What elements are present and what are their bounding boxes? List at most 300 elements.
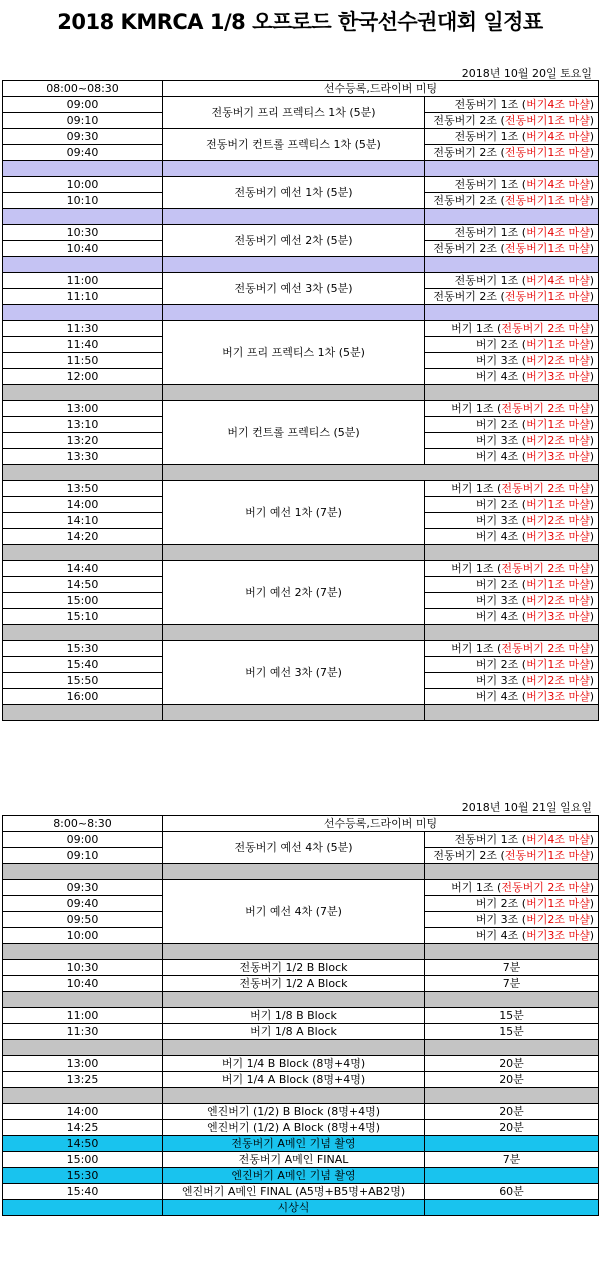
group-label: 버기 2조	[475, 418, 519, 431]
duration-cell: 7분	[425, 976, 599, 992]
time-cell: 11:00	[3, 273, 163, 289]
time-cell: 16:00	[3, 689, 163, 705]
marshal-label: 버기3조 마샬	[526, 530, 590, 543]
separator-cell	[425, 705, 599, 721]
separator-row	[3, 465, 599, 481]
separator-cell	[3, 625, 163, 641]
paren-open: (	[518, 226, 527, 239]
group-label: 전동버기 1조	[454, 98, 519, 111]
group-cell	[425, 641, 599, 657]
group-cell	[425, 481, 599, 497]
final-row	[3, 1008, 599, 1024]
group-cell	[425, 273, 599, 289]
heat-row	[3, 401, 599, 417]
time-cell: 09:40	[3, 896, 163, 912]
separator-cell	[3, 305, 163, 321]
final-row	[3, 1120, 599, 1136]
duration-cell: 20분	[425, 1056, 599, 1072]
marshal-label: 버기3조 마샬	[526, 690, 590, 703]
paren-close: )	[589, 833, 595, 846]
time-cell: 14:20	[3, 529, 163, 545]
paren-open: (	[518, 370, 527, 383]
group-cell	[425, 593, 599, 609]
marshal-label: 버기3조 마샬	[526, 610, 590, 623]
marshal-label: 버기3조 마샬	[526, 370, 590, 383]
time-cell: 8:00~8:30	[3, 816, 163, 832]
group-label: 버기 4조	[475, 370, 519, 383]
time-cell: 11:40	[3, 337, 163, 353]
marshal-label: 버기4조 마샬	[526, 178, 590, 191]
group-label: 버기 4조	[475, 690, 519, 703]
time-cell: 15:00	[3, 1152, 163, 1168]
separator-cell	[3, 1040, 163, 1056]
marshal-label: 전동버기1조 마샬	[504, 242, 590, 255]
paren-open: (	[493, 881, 502, 894]
paren-close: )	[589, 881, 595, 894]
paren-open: (	[518, 929, 527, 942]
paren-open: (	[518, 690, 527, 703]
paren-close: )	[589, 929, 595, 942]
final-row	[3, 1136, 599, 1152]
group-label: 전동버기 1조	[454, 274, 519, 287]
paren-close: )	[589, 434, 595, 447]
paren-open: (	[493, 642, 502, 655]
group-label: 버기 4조	[475, 929, 519, 942]
separator-row	[3, 545, 599, 561]
final-row	[3, 1024, 599, 1040]
event-cell: 엔진버기 A메인 기념 촬영	[163, 1168, 425, 1184]
paren-close: )	[589, 578, 595, 591]
paren-close: )	[589, 226, 595, 239]
paren-open: (	[518, 434, 527, 447]
event-cell: 전동버기 컨트롤 프렉티스 1차 (5분)	[163, 129, 425, 161]
time-cell: 09:40	[3, 145, 163, 161]
paren-close: )	[589, 338, 595, 351]
separator-cell	[3, 705, 163, 721]
day2-schedule-table	[2, 815, 599, 1216]
paren-open: (	[518, 498, 527, 511]
event-cell: 버기 프리 프렉티스 1차 (5분)	[163, 321, 425, 385]
paren-close: )	[589, 370, 595, 383]
paren-open: (	[518, 530, 527, 543]
paren-close: )	[589, 130, 595, 143]
group-label: 버기 1조	[451, 562, 494, 575]
group-cell	[425, 337, 599, 353]
time-cell: 15:40	[3, 657, 163, 673]
separator-cell	[163, 305, 425, 321]
group-cell	[425, 145, 599, 161]
paren-open: (	[518, 594, 527, 607]
paren-close: )	[589, 562, 595, 575]
event-cell: 시상식	[163, 1200, 425, 1216]
paren-close: )	[589, 482, 595, 495]
duration-cell: 60분	[425, 1184, 599, 1200]
time-cell: 10:00	[3, 177, 163, 193]
marshal-label: 버기2조 마샬	[526, 674, 590, 687]
heat-row	[3, 561, 599, 577]
group-cell	[425, 113, 599, 129]
separator-cell	[3, 257, 163, 273]
group-label: 버기 1조	[451, 642, 494, 655]
separator-cell	[425, 161, 599, 177]
group-cell	[425, 433, 599, 449]
marshal-label: 버기1조 마샬	[526, 418, 590, 431]
time-cell: 09:30	[3, 880, 163, 896]
event-cell: 버기 1/8 A Block	[163, 1024, 425, 1040]
paren-close: )	[589, 674, 595, 687]
marshal-label: 전동버기 2조 마샬	[501, 482, 590, 495]
group-label: 전동버기 1조	[454, 130, 519, 143]
event-cell: 선수등록,드라이버 미팅	[163, 816, 599, 832]
time-cell: 10:40	[3, 241, 163, 257]
paren-close: )	[589, 418, 595, 431]
marshal-label: 버기2조 마샬	[526, 434, 590, 447]
separator-cell	[425, 625, 599, 641]
heat-row	[3, 273, 599, 289]
group-cell	[425, 97, 599, 113]
separator-row	[3, 1040, 599, 1056]
marshal-label: 버기4조 마샬	[526, 98, 590, 111]
time-cell: 11:00	[3, 1008, 163, 1024]
event-cell: 버기 1/8 B Block	[163, 1008, 425, 1024]
paren-open: (	[493, 482, 502, 495]
group-label: 전동버기 2조	[433, 290, 498, 303]
time-cell: 15:10	[3, 609, 163, 625]
marshal-label: 전동버기1조 마샬	[504, 146, 590, 159]
marshal-label: 전동버기1조 마샬	[504, 849, 590, 862]
event-cell: 버기 1/4 A Block (8명+4명)	[163, 1072, 425, 1088]
marshal-label: 전동버기1조 마샬	[504, 194, 590, 207]
paren-close: )	[589, 290, 595, 303]
paren-open: (	[518, 514, 527, 527]
group-label: 버기 1조	[451, 402, 494, 415]
event-cell: 선수등록,드라이버 미팅	[163, 81, 599, 97]
time-cell: 09:00	[3, 832, 163, 848]
group-label: 버기 4조	[475, 530, 519, 543]
group-label: 버기 2조	[475, 658, 519, 671]
group-label: 버기 4조	[475, 610, 519, 623]
paren-close: )	[589, 498, 595, 511]
time-cell: 11:50	[3, 353, 163, 369]
marshal-label: 버기4조 마샬	[526, 226, 590, 239]
separator-cell	[163, 992, 425, 1008]
time-cell: 15:00	[3, 593, 163, 609]
marshal-label: 전동버기 2조 마샬	[501, 322, 590, 335]
day1-schedule-table	[2, 80, 599, 721]
group-cell	[425, 896, 599, 912]
time-cell: 15:40	[3, 1184, 163, 1200]
time-cell: 10:00	[3, 928, 163, 944]
time-cell: 09:10	[3, 113, 163, 129]
time-cell: 09:30	[3, 129, 163, 145]
time-cell: 15:30	[3, 1168, 163, 1184]
time-cell: 14:50	[3, 1136, 163, 1152]
group-cell	[425, 561, 599, 577]
final-row	[3, 976, 599, 992]
separator-cell	[3, 944, 163, 960]
group-label: 버기 2조	[475, 498, 519, 511]
group-label: 전동버기 2조	[433, 114, 498, 127]
separator-row	[3, 864, 599, 880]
paren-close: )	[589, 913, 595, 926]
paren-open: (	[518, 354, 527, 367]
paren-open: (	[497, 114, 505, 127]
final-row	[3, 1152, 599, 1168]
group-cell	[425, 928, 599, 944]
duration-cell: 7분	[425, 1152, 599, 1168]
paren-close: )	[589, 322, 595, 335]
event-cell: 전동버기 1/2 A Block	[163, 976, 425, 992]
final-row	[3, 1056, 599, 1072]
group-label: 버기 1조	[451, 322, 494, 335]
marshal-label: 버기2조 마샬	[526, 514, 590, 527]
event-cell: 전동버기 예선 2차 (5분)	[163, 225, 425, 257]
final-row	[3, 1104, 599, 1120]
group-label: 전동버기 2조	[433, 194, 498, 207]
paren-open: (	[518, 674, 527, 687]
group-label: 전동버기 1조	[454, 226, 519, 239]
time-cell: 13:50	[3, 481, 163, 497]
marshal-label: 전동버기 2조 마샬	[501, 402, 590, 415]
final-row	[3, 960, 599, 976]
separator-cell	[163, 545, 425, 561]
time-cell: 14:40	[3, 561, 163, 577]
time-cell: 13:30	[3, 449, 163, 465]
separator-cell	[163, 465, 599, 481]
group-cell	[425, 513, 599, 529]
group-label: 전동버기 2조	[433, 242, 498, 255]
marshal-label: 전동버기1조 마샬	[504, 114, 590, 127]
group-label: 버기 2조	[475, 338, 519, 351]
separator-row	[3, 1088, 599, 1104]
marshal-label: 버기4조 마샬	[526, 274, 590, 287]
marshal-label: 버기2조 마샬	[526, 913, 590, 926]
event-cell: 전동버기 A메인 FINAL	[163, 1152, 425, 1168]
duration-cell	[425, 1136, 599, 1152]
time-cell: 15:50	[3, 673, 163, 689]
paren-close: )	[589, 98, 595, 111]
separator-row	[3, 209, 599, 225]
separator-cell	[425, 257, 599, 273]
separator-row	[3, 305, 599, 321]
marshal-label: 전동버기 2조 마샬	[501, 881, 590, 894]
paren-open: (	[497, 290, 505, 303]
group-cell	[425, 497, 599, 513]
time-cell: 11:30	[3, 321, 163, 337]
time-cell: 14:50	[3, 577, 163, 593]
paren-open: (	[518, 418, 527, 431]
paren-open: (	[518, 178, 527, 191]
group-label: 버기 1조	[451, 881, 494, 894]
group-label: 버기 4조	[475, 450, 519, 463]
time-cell: 10:10	[3, 193, 163, 209]
duration-cell: 7분	[425, 960, 599, 976]
separator-cell	[425, 385, 599, 401]
duration-cell: 20분	[425, 1120, 599, 1136]
group-label: 버기 3조	[475, 674, 519, 687]
paren-open: (	[497, 849, 505, 862]
time-cell: 10:30	[3, 225, 163, 241]
group-label: 전동버기 1조	[454, 178, 519, 191]
separator-row	[3, 944, 599, 960]
paren-open: (	[518, 913, 527, 926]
paren-open: (	[518, 833, 527, 846]
paren-open: (	[518, 658, 527, 671]
event-cell: 버기 컨트롤 프렉티스 (5분)	[163, 401, 425, 465]
separator-cell	[425, 305, 599, 321]
paren-close: )	[589, 402, 595, 415]
group-label: 전동버기 2조	[433, 146, 498, 159]
paren-open: (	[493, 322, 502, 335]
group-cell	[425, 689, 599, 705]
paren-close: )	[589, 194, 595, 207]
group-label: 전동버기 2조	[433, 849, 498, 862]
time-cell: 11:10	[3, 289, 163, 305]
marshal-label: 전동버기1조 마샬	[504, 290, 590, 303]
paren-close: )	[589, 114, 595, 127]
marshal-label: 버기3조 마샬	[526, 929, 590, 942]
duration-cell: 20분	[425, 1104, 599, 1120]
separator-cell	[425, 944, 599, 960]
paren-open: (	[518, 130, 527, 143]
marshal-label: 버기4조 마샬	[526, 833, 590, 846]
paren-close: )	[589, 658, 595, 671]
paren-close: )	[589, 530, 595, 543]
final-row	[3, 1200, 599, 1216]
marshal-label: 버기2조 마샬	[526, 354, 590, 367]
group-cell	[425, 912, 599, 928]
time-cell: 10:30	[3, 960, 163, 976]
group-cell	[425, 193, 599, 209]
group-cell	[425, 848, 599, 864]
page-title: 2018 KMRCA 1/8 오프로드 한국선수권대회 일정표	[57, 10, 543, 34]
group-cell	[425, 417, 599, 433]
separator-cell	[163, 1088, 425, 1104]
paren-open: (	[493, 562, 502, 575]
time-cell: 14:00	[3, 497, 163, 513]
heat-row	[3, 641, 599, 657]
event-cell: 전동버기 예선 3차 (5분)	[163, 273, 425, 305]
paren-close: )	[589, 146, 595, 159]
event-cell: 버기 예선 1차 (7분)	[163, 481, 425, 545]
time-cell: 08:00~08:30	[3, 81, 163, 97]
paren-close: )	[589, 354, 595, 367]
group-label: 버기 1조	[451, 482, 494, 495]
paren-close: )	[589, 849, 595, 862]
duration-cell	[425, 1168, 599, 1184]
paren-close: )	[589, 897, 595, 910]
time-cell: 14:10	[3, 513, 163, 529]
paren-open: (	[518, 450, 527, 463]
group-cell	[425, 129, 599, 145]
separator-row	[3, 705, 599, 721]
heat-row	[3, 177, 599, 193]
time-cell: 14:25	[3, 1120, 163, 1136]
paren-close: )	[589, 610, 595, 623]
event-cell: 전동버기 예선 1차 (5분)	[163, 177, 425, 209]
time-cell: 15:30	[3, 641, 163, 657]
group-label: 전동버기 1조	[454, 833, 519, 846]
marshal-label: 버기1조 마샬	[526, 338, 590, 351]
marshal-label: 버기1조 마샬	[526, 498, 590, 511]
time-cell: 11:30	[3, 1024, 163, 1040]
group-cell	[425, 449, 599, 465]
heat-row	[3, 880, 599, 896]
group-cell	[425, 577, 599, 593]
separator-cell	[425, 1040, 599, 1056]
paren-close: )	[589, 242, 595, 255]
event-cell: 전동버기 예선 4차 (5분)	[163, 832, 425, 864]
duration-cell: 20분	[425, 1072, 599, 1088]
paren-close: )	[589, 450, 595, 463]
paren-close: )	[589, 642, 595, 655]
final-row	[3, 1072, 599, 1088]
event-cell: 버기 예선 4차 (7분)	[163, 880, 425, 944]
final-row	[3, 1168, 599, 1184]
time-cell: 13:10	[3, 417, 163, 433]
heat-row	[3, 129, 599, 145]
event-cell: 엔진버기 (1/2) B Block (8명+4명)	[163, 1104, 425, 1120]
separator-cell	[163, 257, 425, 273]
separator-cell	[163, 209, 425, 225]
registration-row	[3, 81, 599, 97]
separator-cell	[425, 864, 599, 880]
time-cell: 13:20	[3, 433, 163, 449]
separator-cell	[3, 209, 163, 225]
separator-cell	[425, 992, 599, 1008]
marshal-label: 버기3조 마샬	[526, 450, 590, 463]
group-cell	[425, 401, 599, 417]
separator-cell	[163, 1040, 425, 1056]
separator-cell	[425, 1088, 599, 1104]
separator-row	[3, 385, 599, 401]
event-cell: 전동버기 프리 프렉티스 1차 (5분)	[163, 97, 425, 129]
marshal-label: 버기1조 마샬	[526, 578, 590, 591]
separator-cell	[3, 864, 163, 880]
paren-open: (	[497, 194, 505, 207]
group-cell	[425, 353, 599, 369]
separator-cell	[3, 161, 163, 177]
marshal-label: 버기2조 마샬	[526, 594, 590, 607]
separator-row	[3, 992, 599, 1008]
group-cell	[425, 657, 599, 673]
paren-open: (	[518, 338, 527, 351]
final-row	[3, 1184, 599, 1200]
time-cell: 10:40	[3, 976, 163, 992]
paren-close: )	[589, 178, 595, 191]
heat-row	[3, 832, 599, 848]
group-label: 버기 3조	[475, 514, 519, 527]
separator-cell	[425, 209, 599, 225]
separator-cell	[3, 1088, 163, 1104]
group-cell	[425, 369, 599, 385]
event-cell: 전동버기 1/2 B Block	[163, 960, 425, 976]
registration-row	[3, 816, 599, 832]
group-cell	[425, 289, 599, 305]
group-cell	[425, 832, 599, 848]
time-cell: 09:10	[3, 848, 163, 864]
separator-cell	[3, 545, 163, 561]
separator-cell	[3, 385, 163, 401]
heat-row	[3, 225, 599, 241]
separator-row	[3, 161, 599, 177]
event-cell: 전동버기 A메인 기념 촬영	[163, 1136, 425, 1152]
time-cell: 14:00	[3, 1104, 163, 1120]
heat-row	[3, 481, 599, 497]
group-label: 버기 3조	[475, 354, 519, 367]
separator-row	[3, 257, 599, 273]
group-label: 버기 2조	[475, 897, 519, 910]
